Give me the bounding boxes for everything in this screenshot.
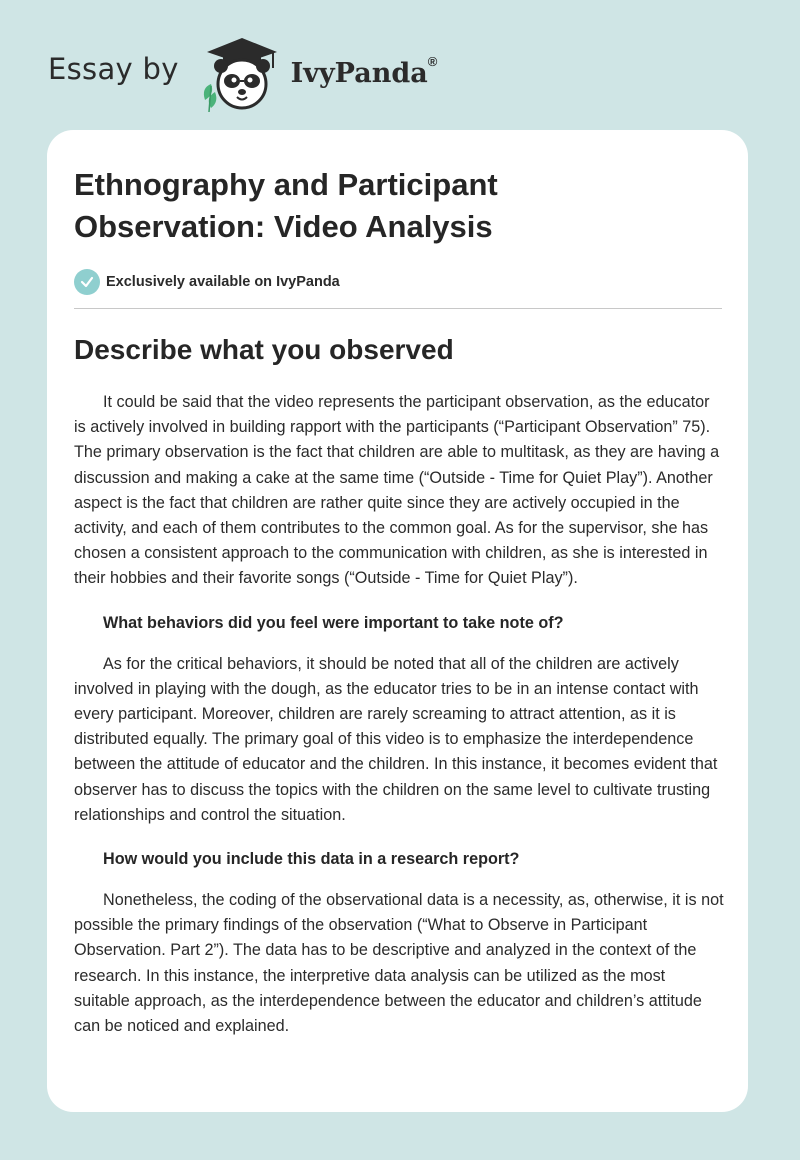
essay-by-label: Essay by — [48, 52, 179, 86]
exclusive-label: Exclusively available on IvyPanda — [106, 274, 340, 290]
subheading: How would you include this data in a research report? — [103, 850, 520, 869]
paragraph: As for the critical behaviors, it should be noted that all of the children are actively involved in playing with the dough, as the educator tries to be in an intense contact with every participant. Moreover, children are rarely screaming to attract attention, as it is distributed equally. The primary goal of this video is to emphasize the interdependence between the attitude of educator and the children. In this instance, it becomes evident that observer has to discuss the topics with the children on the same level to cultivate trusting relationships and control the situation. — [74, 654, 718, 824]
page-title: Ethnography and Participant Observation: Video Analysis — [74, 167, 498, 244]
paragraph: Nonetheless, the coding of the observational data is a necessity, as, otherwise, it is not possible the primary findings of the observation (“What to Observe in Participant Observation. Part 2”). The data has to be descriptive and analyzed in the context of the research. In this instance, the interpretive data analysis can be utilized as the most suitable approach, as the interdependence between the educator and children’s attitude can be noticed and explained. — [74, 891, 724, 1036]
article-card — [47, 130, 748, 1112]
panda-logo-icon[interactable] — [197, 34, 287, 114]
brand-name[interactable]: IvyPanda® — [290, 53, 438, 89]
paragraph: It could be said that the video represents the participant observation, as the educator is actively involved in building rapport with the participants (“Participant Observation” 75). The primary observation is the fact that children are able to multitask, as they are having a discussion and making a cake at the same time (“Outside - Time for Quiet Play”). Another aspect is the fact that children are rather quite since they are actively occupied in the activity, and each of them contributes to the common goal. As for the supervisor, she has chosen a consistent approach to the communication with children, as she is interested in their hobbies and their favorite songs (“Outside - Time for Quiet Play”). — [74, 393, 720, 588]
divider — [74, 308, 722, 309]
check-icon — [74, 269, 100, 295]
registered-mark: ® — [427, 53, 438, 69]
section-heading: Describe what you observed — [74, 334, 454, 365]
subheading: What behaviors did you feel were important to take note of? — [103, 613, 564, 632]
exclusive-badge — [74, 269, 721, 295]
site-header — [48, 34, 437, 114]
